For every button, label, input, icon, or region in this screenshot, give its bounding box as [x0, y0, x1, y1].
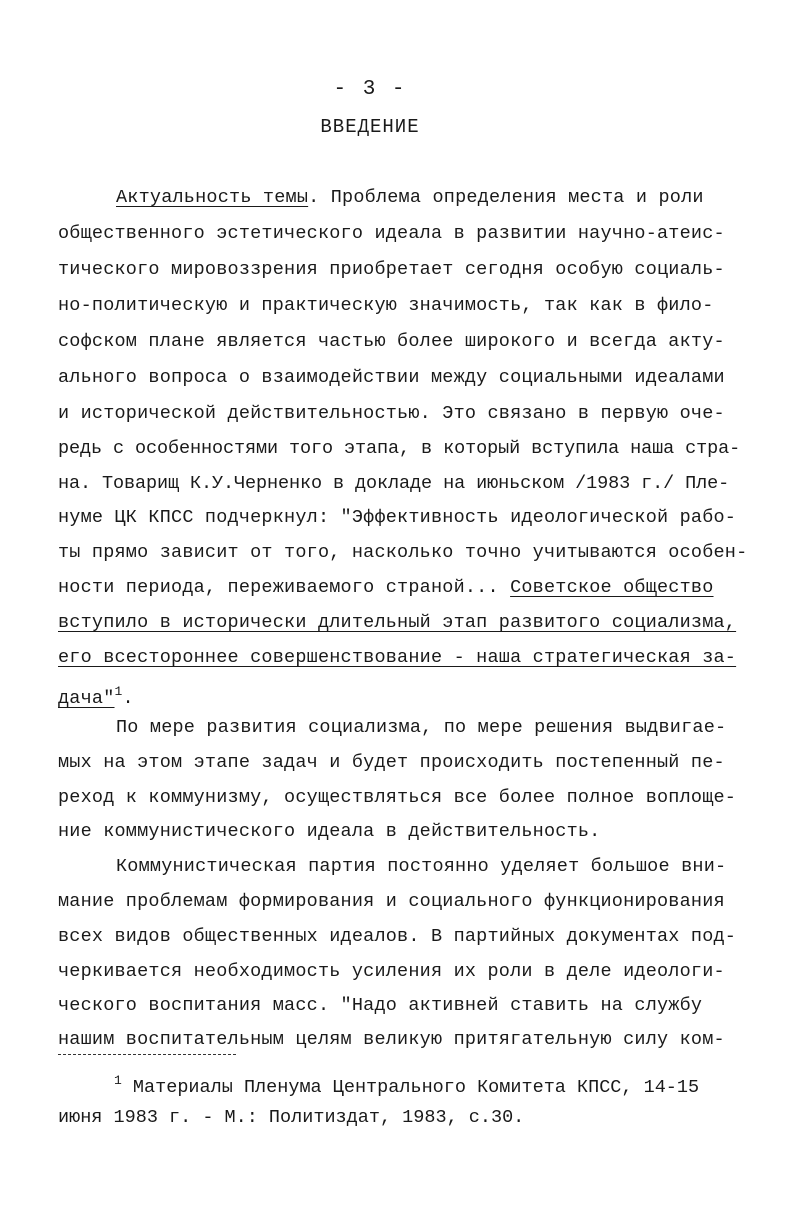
- paragraph2-line1: По мере развития социализма, по мере решения выдвигае-: [116, 717, 727, 738]
- paragraph2-line2: мых на этом этапе задач и будет происходить постепенный пе-: [58, 752, 725, 773]
- paragraph1-line14: его всестороннее совершенствование - наша стратегическая за-: [58, 647, 737, 668]
- footnote-line2: июня 1983 г. - М.: Политиздат, 1983, с.30.: [58, 1107, 525, 1128]
- page-number: - 3 -: [333, 78, 407, 101]
- footnote-divider: [58, 1054, 236, 1055]
- paragraph1-line13: вступило в исторически длительный этап развитого социализма,: [58, 612, 737, 633]
- section-heading: ВВЕДЕНИЕ: [320, 116, 420, 138]
- paragraph1-line2: общественного эстетического идеала в развитии научно-атеис-: [58, 223, 725, 244]
- topic-label: Актуальность темы: [116, 187, 309, 208]
- paragraph3-line1: Коммунистическая партия постоянно уделяет большое вни-: [116, 856, 727, 877]
- footnote-ref: 1: [114, 684, 123, 699]
- paragraph1-line4: но-политическую и практическую значимость, так как в фило-: [58, 295, 714, 316]
- paragraph1-line12: ности периода, переживаемого страной... Советское общество: [58, 577, 714, 598]
- paragraph2-line3: реход к коммунизму, осуществляться все более полное воплоще-: [58, 787, 737, 808]
- paragraph1-line9: на. Товарищ К.У.Черненко в докладе на июньском /1983 г./ Пле-: [58, 473, 730, 494]
- paragraph2-line4: ние коммунистического идеала в действительность.: [58, 821, 601, 842]
- paragraph3-line3: всех видов общественных идеалов. В партийных документах под-: [58, 926, 737, 947]
- paragraph3-line5: ческого воспитания масс. "Надо активней ставить на службу: [58, 995, 703, 1016]
- footnote-marker: 1: [114, 1073, 122, 1088]
- paragraph3-line6: нашим воспитательным целям великую притягательную силу ком-: [58, 1029, 725, 1050]
- paragraph1-line15: дача"$^1$.: [58, 684, 134, 709]
- paragraph3-line4: черкивается необходимость усиления их роли в деле идеологи-: [58, 961, 725, 982]
- paragraph1-line6: ального вопроса о взаимодействии между социальными идеалами: [58, 367, 725, 388]
- paragraph3-line2: мание проблемам формирования и социального функционирования: [58, 891, 725, 912]
- paragraph1-line5: софском плане является частью более широкого и всегда акту-: [58, 331, 725, 352]
- paragraph1-line8: редь с особенностями того этапа, в который вступила наша стра-: [58, 438, 741, 459]
- quote-underlined: Советское общество: [510, 577, 714, 598]
- paragraph1-line10: нуме ЦК КПСС подчеркнул: "Эффективность идеологической рабо-: [58, 507, 737, 528]
- paragraph1-line7: и исторической действительностью. Это связано в первую оче-: [58, 403, 725, 424]
- paragraph1-line3: тического мировоззрения приобретает сегодня особую социаль-: [58, 259, 725, 280]
- footnote-line1: $^1$ Материалы Пленума Центрального Комитета КПСС, 14-15: [114, 1073, 700, 1098]
- paragraph1-line11: ты прямо зависит от того, насколько точно учитываются особен-: [58, 542, 748, 563]
- paragraph1-line1: Актуальность темы. Проблема определения места и роли: [116, 187, 704, 208]
